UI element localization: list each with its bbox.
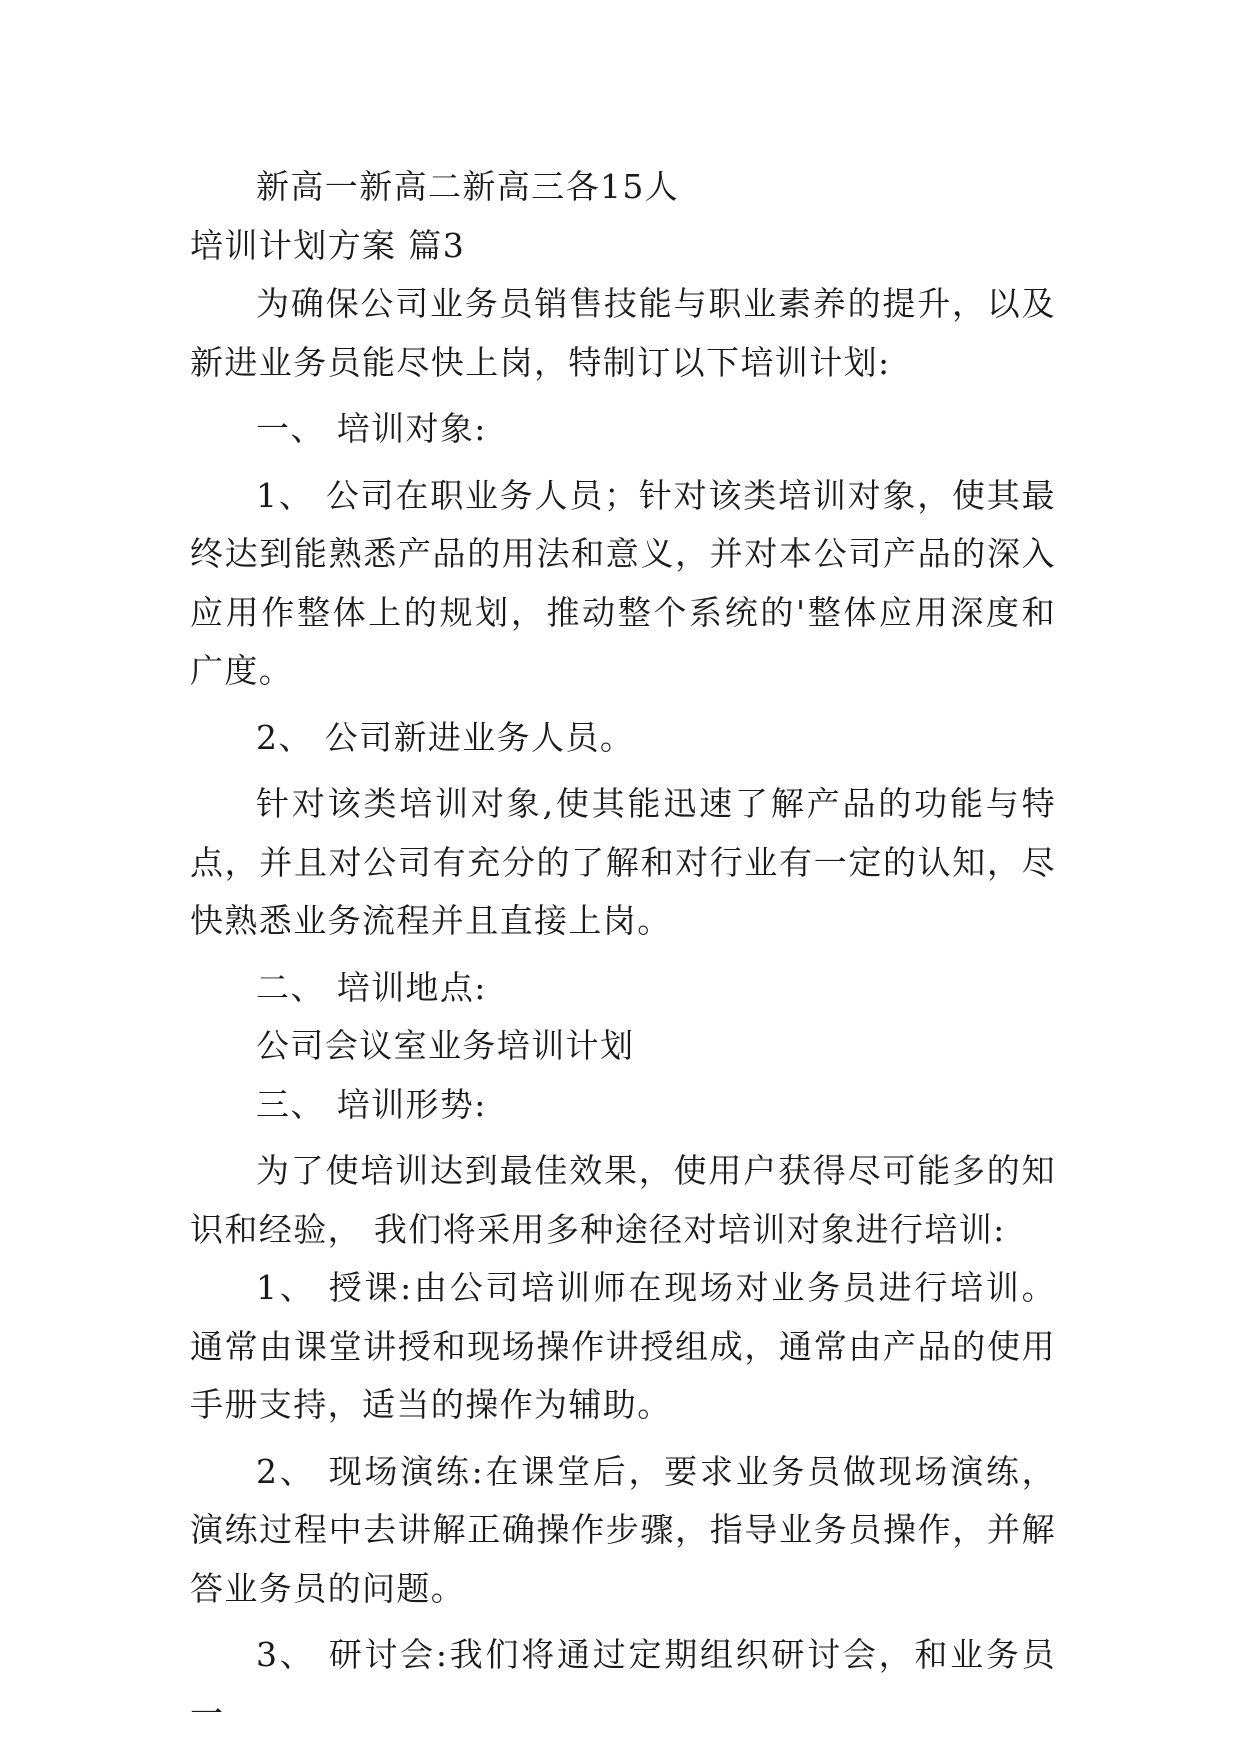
paragraph-target-2: 2、 公司新进业务人员。 <box>256 717 635 757</box>
paragraph-form-2: 2、 现场演练:在课堂后，要求业务员做现场演练，演练过程中去讲解正确操作步骤，指导业务员操作，并解答业务员的问题。 <box>190 1451 1056 1608</box>
paragraph-form-3: 3、 研讨会:我们将通过定期组织研讨会，和业务员一 <box>190 1635 1056 1733</box>
paragraph-form-intro: 为了使培训达到最佳效果，使用户获得尽可能多的知识和经验， 我们将采用多种途径对培训对象进行培训: <box>190 1151 1056 1249</box>
paragraph-target-2-detail: 针对该类培训对象,使其能迅速了解产品的功能与特点，并且对公司有充分的了解和对行业有一定的认知，尽快熟悉业务流程并且直接上岗。 <box>190 784 1056 940</box>
heading-training-form: 三、 培训形势: <box>256 1084 487 1124</box>
paragraph-location: 公司会议室业务培训计划 <box>256 1026 635 1065</box>
paragraph-class-count: 新高一新高二新高三各15人 <box>256 167 680 206</box>
heading-training-target: 一、 培训对象: <box>256 409 487 448</box>
heading-training-location: 二、 培训地点: <box>256 967 487 1007</box>
paragraph-intro: 为确保公司业务员销售技能与职业素养的提升，以及新进业务员能尽快上岗，特制订以下培训计划: <box>190 284 1056 382</box>
paragraph-form-1: 1、 授课:由公司培训师在现场对业务员进行培训。通常由课堂讲授和现场操作讲授组成，通常由产品的使用手册支持，适当的操作为辅助。 <box>190 1268 1056 1424</box>
paragraph-target-1: 1、 公司在职业务人员；针对该类培训对象，使其最终达到能熟悉产品的用法和意义，并对本公司产品的深入应用作整体上的规划，推动整个系统的'整体应用深度和广度。 <box>190 475 1056 690</box>
document-body <box>190 158 1056 1743</box>
section-title: 培训计划方案 篇3 <box>190 225 466 265</box>
